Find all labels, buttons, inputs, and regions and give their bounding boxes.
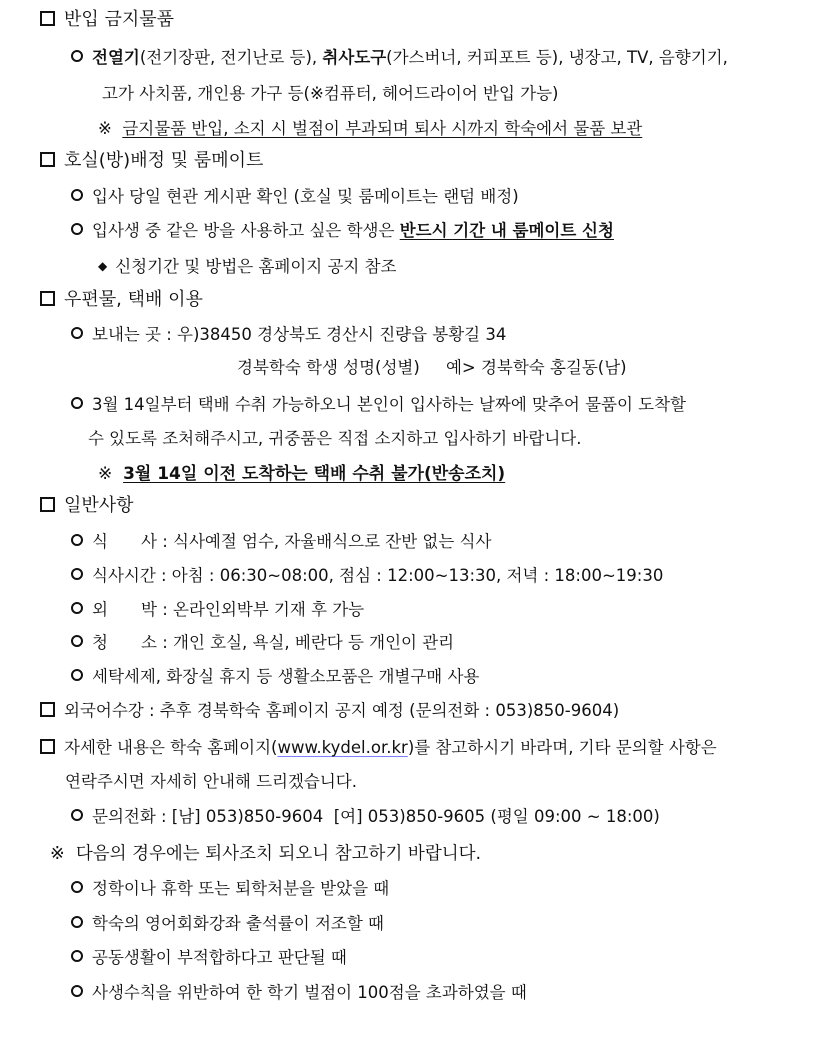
list-item [71, 982, 527, 1004]
section-title: 반입 금지물품 [64, 9, 175, 30]
circle-bullet-icon [71, 327, 83, 339]
item-text: 입사생 중 같은 방을 사용하고 싶은 학생은 [92, 221, 400, 240]
checkbox-square-icon [40, 739, 55, 754]
circle-bullet-icon [71, 223, 83, 235]
section-title: 호실(방)배정 및 룸메이트 [64, 150, 264, 171]
checkbox-square-icon [40, 702, 55, 717]
underlined-note: 금지물품 반입, 소지 시 벌점이 부과되며 퇴사 시까지 학숙에서 물품 보관 [122, 119, 643, 138]
item-text: 입사 당일 현관 게시판 확인 (호실 및 룸메이트는 랜덤 배정) [92, 187, 519, 206]
bold-text: 전열기 [92, 48, 140, 67]
reference-mark: ※ [98, 119, 112, 138]
section-contact [40, 737, 717, 759]
label-spaced: 청 소 [92, 633, 157, 652]
list-item [71, 806, 660, 828]
item-text: )를 참고하시기 바라며, 기타 문의할 사항은 [407, 738, 717, 757]
section-title: 우편물, 택배 이용 [64, 289, 203, 310]
section-foreign-language [40, 700, 619, 722]
circle-bullet-icon [71, 809, 83, 821]
item-text: (가스버너, 커피포트 등), 냉장고, TV, 음향기기, [386, 48, 728, 67]
item-text: 정학이나 휴학 또는 퇴학처분을 받았을 때 [92, 879, 390, 898]
section-title: 외국어수강 : 추후 경북학숙 홈페이지 공지 예정 (문의전화 : 053)850-9604) [64, 701, 620, 720]
bold-text: 취사도구 [322, 48, 387, 67]
checkbox-square-icon [40, 11, 55, 26]
list-item [71, 565, 663, 587]
item-text: 신청기간 및 방법은 홈페이지 공지 참조 [115, 257, 397, 276]
list-item-continuation: 고가 사치품, 개인용 가구 등(※컴퓨터, 헤어드라이어 반입 가능) [102, 84, 559, 103]
item-text: : 개인 호실, 욕실, 베란다 등 개인이 관리 [157, 633, 455, 652]
reference-mark: ※ [50, 844, 65, 864]
checkbox-square-icon [40, 152, 55, 167]
list-item [71, 531, 491, 553]
circle-bullet-icon [71, 397, 83, 409]
circle-bullet-icon [71, 635, 83, 647]
list-item [71, 878, 389, 900]
list-item [71, 913, 384, 935]
list-item [71, 599, 364, 621]
contact-continuation: 연락주시면 자세히 안내해 드리겠습니다. [65, 772, 357, 791]
circle-bullet-icon [71, 568, 83, 580]
list-item-continuation: 수 있도록 조처해주시고, 귀중품은 직접 소지하고 입사하기 바랍니다. [88, 429, 582, 448]
diamond-bullet-icon: ◆ [98, 259, 108, 273]
bold-underlined-text: 3월 14일 이전 도착하는 택배 수취 불가(반송조치) [123, 464, 506, 484]
list-item [71, 220, 614, 242]
section-prohibited-items [40, 9, 174, 31]
reference-mark: ※ [98, 464, 113, 484]
section-title: 일반사항 [64, 495, 134, 516]
item-text: : 온라인외박부 기재 후 가능 [157, 600, 365, 619]
list-item [71, 324, 506, 346]
list-item [71, 186, 519, 208]
circle-bullet-icon [71, 985, 83, 997]
circle-bullet-icon [71, 916, 83, 928]
circle-bullet-icon [71, 534, 83, 546]
section-expulsion [50, 843, 481, 865]
sub-item [98, 255, 396, 278]
circle-bullet-icon [71, 950, 83, 962]
prohibited-note [98, 118, 642, 140]
item-text: 자세한 내용은 학숙 홈페이지( [64, 738, 278, 757]
delivery-warning [98, 463, 505, 485]
circle-bullet-icon [71, 669, 83, 681]
label-spaced: 외 박 [92, 600, 157, 619]
address-text: 보내는 곳 : 우)38450 경상북도 경산시 진량읍 봉황길 34 [92, 325, 507, 344]
phone-text: 문의전화 : [남] 053)850-9604 [여] 053)850-9605 (평일 09:00 ~ 18:00) [92, 807, 660, 826]
list-item [71, 632, 454, 654]
circle-bullet-icon [71, 189, 83, 201]
meal-times-text: 식사시간 : 아침 : 06:30~08:00, 점심 : 12:00~13:30, 저녁 : 18:00~19:30 [92, 566, 664, 585]
circle-bullet-icon [71, 602, 83, 614]
bold-underlined-text: 반드시 기간 내 룸메이트 신청 [399, 221, 614, 240]
section-general [40, 495, 134, 517]
list-item [71, 947, 347, 969]
label-spaced: 식 사 [92, 532, 157, 551]
item-text: (전기장판, 전기난로 등), [139, 48, 323, 67]
section-mail-delivery [40, 289, 203, 311]
homepage-link[interactable]: www.kydel.or.kr [277, 738, 408, 757]
item-text: 학숙의 영어회화강좌 출석률이 저조할 때 [92, 914, 384, 933]
item-text: 사생수칙을 위반하여 한 학기 벌점이 100점을 초과하였을 때 [92, 983, 527, 1002]
address-line-2: 경북학숙 학생 성명(성별) 예> 경북학숙 홍길동(남) [237, 358, 627, 377]
item-text: : 식사예절 엄수, 자율배식으로 잔반 없는 식사 [157, 532, 492, 551]
section-room-assignment [40, 150, 263, 172]
checkbox-square-icon [40, 291, 55, 306]
item-text: 세탁세제, 화장실 휴지 등 생활소모품은 개별구매 사용 [92, 667, 480, 686]
checkbox-square-icon [40, 497, 55, 512]
section-title: 다음의 경우에는 퇴사조치 되오니 참고하기 바랍니다. [75, 844, 482, 864]
circle-bullet-icon [71, 881, 83, 893]
list-item [71, 666, 479, 688]
list-item [71, 394, 686, 416]
list-item [71, 47, 728, 69]
item-text: 공동생활이 부적합하다고 판단될 때 [92, 948, 347, 967]
circle-bullet-icon [71, 50, 83, 62]
item-text: 3월 14일부터 택배 수취 가능하오니 본인이 입사하는 날짜에 맞추어 물품이 도착할 [92, 395, 686, 414]
